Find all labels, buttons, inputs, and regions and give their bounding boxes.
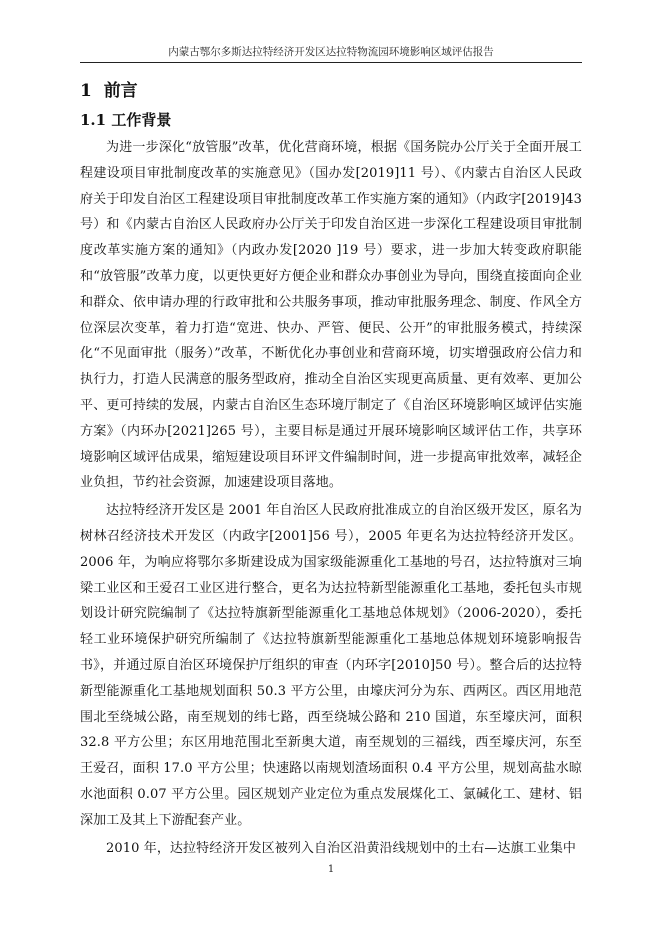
running-header (80, 44, 582, 63)
subsection-number: 1.1 (80, 111, 107, 129)
paragraph-development-zone: 达拉特经济开发区是 2001 年自治区人民政府批准成立的自治区级开发区，原名为树林召经济技术开发区（内政字[2001]56 号），2005 年更名为达拉特经济开发区。2006 年，为响应将鄂尔多斯建设成为国家级能源重化工基地的号召，达拉特旗对三垧梁工业区和王爱召工业区进行整合，更名为达拉特新型能源重化工基地，委托包头市规划设计研究院编制了《达拉特旗新型能源重化工基地总体规划》（2006-2020），委托轻工业环境保护研究所编制了《达拉特旗新型能源重化工基地总体规划环境影响报告书》，并通过原自治区环境保护厅组织的审查（内环字[2010]50 号）。整合后的达拉特新型能源重化工基地规划面积 50.3 平方公里，由壕庆河分为东、西两区。西区用地范围北至绕城公路，南至规划的纬七路，西至绕城公路和 210 国道，东至壕庆河，面积 32.8 平方公里；东区用地范围北至新奥大道，南至规划的三福线，西至壕庆河，东至王爱召，面积 17.0 平方公里；快速路以南规划渣场面积 0.4 平方公里，规划高盐水晾水池面积 0.07 平方公里。园区规划产业定位为重点发展煤化工、氯碱化工、建材、铝深加工及其上下游配套产业。 (80, 503, 582, 828)
page-body (80, 80, 582, 861)
header-title: 内蒙古鄂尔多斯达拉特经济开发区达拉特物流园环境影响区域评估报告 (168, 46, 494, 58)
page-footer (0, 864, 662, 875)
section-heading (80, 80, 582, 102)
paragraph-2010: 2010 年，达拉特经济开发区被列入自治区沿黄沿线规划中的土右—达旗工业集中 (106, 840, 577, 856)
subsection-heading (80, 109, 582, 131)
subsection-title: 工作背景 (111, 111, 172, 129)
paragraph-background: 为进一步深化“放管服”改革，优化营商环境，根据《国务院办公厅关于全面开展工程建设项目审批制度改革的实施意见》（国办发[2019]11 号）、《内蒙古自治区人民政府关于印发自治区工程建设项目审批制度改革工作实施方案的通知》（内政字[2019]43 号）和《内蒙古自治区人民政府办公厅关于印发自治区进一步深化工程建设项目审批制度改革实施方案的通知》（内政办发[2020 ]19 号）要求，进一步加大转变政府职能和“放管服”改革力度，以更快更好方便企业和群众办事创业为导向，围绕直接面向企业和群众、依申请办理的行政审批和公共服务事项，推动审批服务理念、制度、作风全方位深层次变革，着力打造“宽进、快办、严管、便民、公开”的审批服务模式，持续深化“不见面审批（服务）”改革，不断优化办事创业和营商环境，切实增强政府公信力和执行力，打造人民满意的服务型政府，推动全自治区实现更高质量、更有效率、更加公平、更可持续的发展，内蒙古自治区生态环境厅制定了《自治区环境影响区域评估实施方案》（内环办[2021]265 号），主要目标是通过开展环境影响区域评估工作，共享环境影响区域评估成果，缩短建设项目环评文件编制时间，进一步提高审批效率，减轻企业负担，节约社会资源，加速建设项目落地。 (80, 140, 582, 491)
section-title: 前言 (103, 81, 138, 101)
section-number: 1 (80, 81, 92, 101)
page-number: 1 (327, 864, 335, 875)
